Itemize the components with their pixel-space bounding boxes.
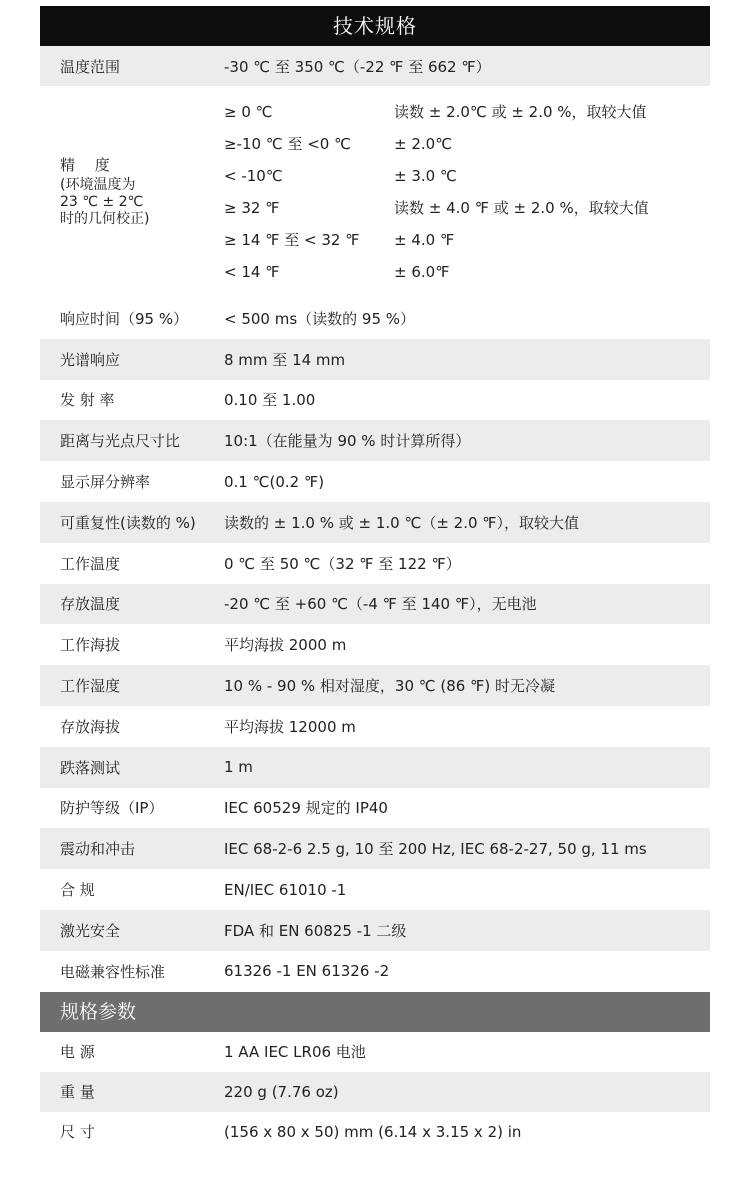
spec-value: 10 % - 90 % 相对湿度，30 ℃ (86 ℉) 时无冷凝: [224, 677, 556, 696]
spec-label: 显示屏分辨率: [60, 473, 151, 492]
accuracy-label: [40, 157, 224, 228]
accuracy-range: ≥-10 ℃ 至 <0 ℃: [224, 135, 351, 153]
spec-value: 1 AA IEC LR06 电池: [224, 1043, 366, 1062]
spec-value: 0 ℃ 至 50 ℃（32 ℉ 至 122 ℉）: [224, 554, 461, 573]
spec-value: 读数的 ± 1.0 % 或 ± 1.0 ℃（± 2.0 ℉），取较大值: [224, 513, 580, 532]
spec-value: 0.10 至 1.00: [224, 391, 316, 410]
spec-row: [40, 461, 710, 502]
spec-row: [40, 1032, 710, 1072]
accuracy-range: ≥ 0 ℃: [224, 103, 273, 121]
accuracy-label-sub: 23 ℃ ± 2℃: [60, 193, 144, 210]
spec-label: 工作湿度: [60, 677, 121, 696]
spec-row: [40, 584, 710, 625]
spec-label: 光谱响应: [60, 350, 121, 369]
spec-row: [40, 869, 710, 910]
spec-row: [40, 951, 710, 992]
spec-label: 电磁兼容性标准: [60, 962, 166, 981]
accuracy-label-main: 精 度: [60, 155, 110, 174]
section-title: 规格参数: [40, 992, 710, 1032]
spec-row: [40, 624, 710, 665]
spec-value: -20 ℃ 至 +60 ℃（-4 ℉ 至 140 ℉），无电池: [224, 595, 537, 614]
spec-value: 平均海拔 12000 m: [224, 717, 356, 736]
spec-row-accuracy: [40, 86, 710, 298]
spec-row: [40, 1112, 710, 1152]
spec-value: (156 x 80 x 50) mm (6.14 x 3.15 x 2) in: [224, 1122, 522, 1141]
accuracy-spec: ± 2.0℃: [394, 135, 453, 153]
spec-label: 重 量: [60, 1083, 95, 1102]
spec-label: 可重复性(读数的 %): [60, 513, 196, 532]
spec-value: 1 m: [224, 758, 253, 777]
spec-value: 10:1（在能量为 90 % 时计算所得）: [224, 432, 471, 451]
spec-rows: [40, 298, 710, 992]
accuracy-spec: ± 4.0 ℉: [394, 231, 455, 249]
accuracy-range: < -10℃: [224, 167, 283, 185]
spec-label: 跌落测试: [60, 758, 121, 777]
accuracy-table: [224, 96, 710, 288]
spec-label: 温度范围: [60, 57, 121, 76]
accuracy-range: ≥ 14 ℉ 至 < 32 ℉: [224, 231, 360, 249]
accuracy-label-sub: (环境温度为: [60, 176, 136, 193]
spec-value: 61326 -1 EN 61326 -2: [224, 962, 390, 981]
spec-label: 合 规: [60, 881, 95, 900]
accuracy-label-sub: 时的几何校正): [60, 210, 150, 227]
spec-value: < 500 ms（读数的 95 %）: [224, 309, 416, 328]
spec-label: 存放海拔: [60, 717, 121, 736]
spec-value: IEC 60529 规定的 IP40: [224, 799, 388, 818]
spec-row: [40, 339, 710, 380]
spec-label: 震动和冲击: [60, 840, 136, 859]
spec-row: [40, 910, 710, 951]
spec-value: 平均海拔 2000 m: [224, 636, 347, 655]
spec-label: 存放温度: [60, 595, 121, 614]
spec-value: EN/IEC 61010 -1: [224, 880, 347, 899]
spec-title: 技术规格: [40, 6, 710, 46]
spec-label: 电 源: [60, 1043, 95, 1062]
spec-row: [40, 747, 710, 788]
spec-value: FDA 和 EN 60825 -1 二级: [224, 921, 407, 940]
spec-row: [40, 420, 710, 461]
spec-row: [40, 828, 710, 869]
spec-value: IEC 68-2-6 2.5 g, 10 至 200 Hz, IEC 68-2-27, 50 g, 11 ms: [224, 840, 647, 859]
spec-label: 距离与光点尺寸比: [60, 432, 181, 451]
spec-row: [40, 665, 710, 706]
spec-row: [40, 788, 710, 829]
accuracy-range: ≥ 32 ℉: [224, 199, 280, 217]
accuracy-spec: 读数 ± 4.0 ℉ 或 ± 2.0 %，取较大值: [394, 199, 649, 217]
spec-label: 发 射 率: [60, 391, 115, 410]
spec-row: [40, 502, 710, 543]
spec-row: [40, 543, 710, 584]
spec-rows-general: [40, 1032, 710, 1152]
spec-label: 工作海拔: [60, 636, 121, 655]
spec-value: 0.1 ℃(0.2 ℉): [224, 472, 325, 491]
spec-row: [40, 706, 710, 747]
spec-row: [40, 1072, 710, 1112]
spec-row-temp-range: [40, 46, 710, 86]
spec-value: 8 mm 至 14 mm: [224, 350, 346, 369]
spec-sheet: [40, 6, 710, 1152]
spec-label: 工作温度: [60, 554, 121, 573]
accuracy-spec: ± 3.0 ℃: [394, 167, 457, 185]
spec-value: 220 g (7.76 oz): [224, 1082, 339, 1101]
accuracy-spec: 读数 ± 2.0℃ 或 ± 2.0 %，取较大值: [394, 103, 647, 121]
spec-label: 防护等级（IP）: [60, 799, 164, 818]
spec-label: 激光安全: [60, 921, 121, 940]
spec-value: -30 ℃ 至 350 ℃（-22 ℉ 至 662 ℉）: [224, 57, 491, 76]
spec-label: 尺 寸: [60, 1123, 95, 1142]
spec-label: 响应时间（95 %）: [60, 309, 189, 328]
accuracy-range: < 14 ℉: [224, 263, 280, 281]
accuracy-spec: ± 6.0℉: [394, 263, 450, 281]
spec-row: [40, 380, 710, 421]
spec-row: [40, 298, 710, 339]
